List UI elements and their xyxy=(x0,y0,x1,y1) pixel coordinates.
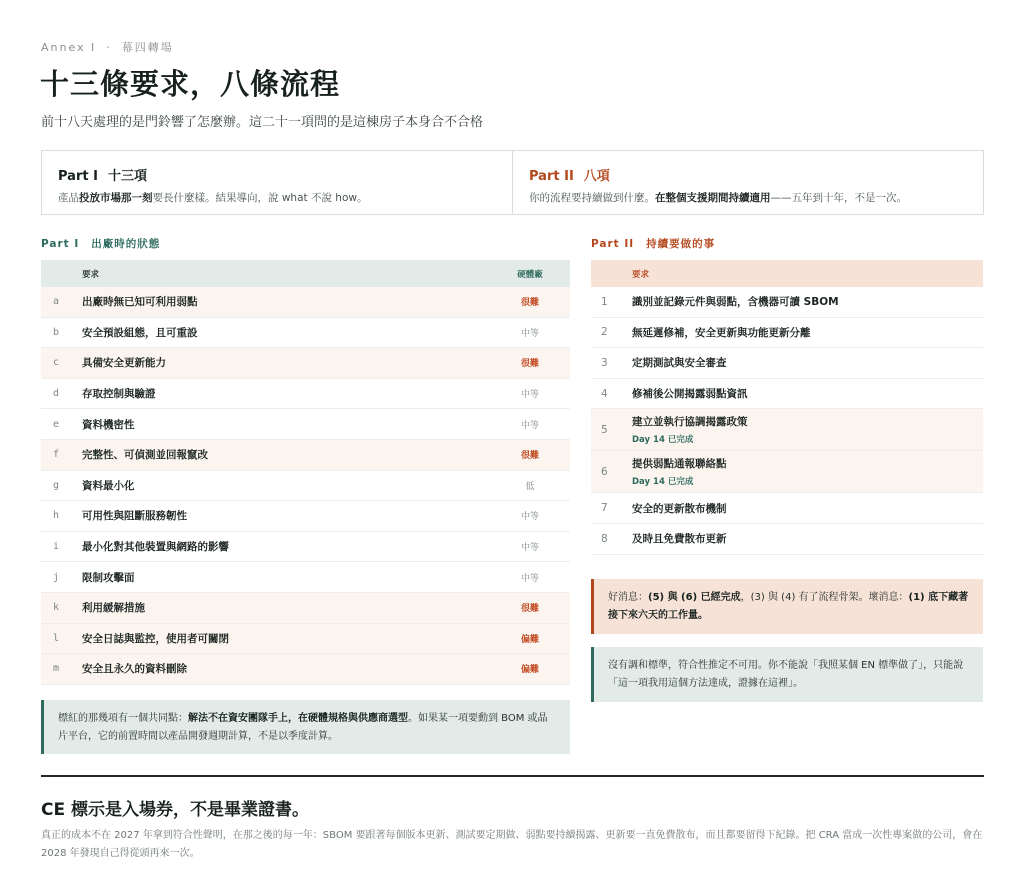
part1-table xyxy=(41,260,570,685)
part1-table-body xyxy=(41,287,570,685)
table-row xyxy=(41,501,570,532)
part1-desc-bold: 投放市場那一刻 xyxy=(79,192,153,204)
part2-desc-post: ——五年到十年，不是一次。 xyxy=(770,192,907,204)
table-row xyxy=(41,348,570,379)
hardware-note-bold: 解法不在資安團隊手上，在硬體規格與供應商選型 xyxy=(188,713,408,724)
part2-desc xyxy=(529,190,967,205)
col-header-requirement: 要求 xyxy=(632,269,650,280)
part1-label: Part I xyxy=(58,169,98,184)
row-number: 4 xyxy=(601,387,608,400)
row-letter: b xyxy=(53,326,60,338)
table-row xyxy=(41,440,570,471)
row-requirement: 具備安全更新能力 xyxy=(82,357,166,370)
table-row xyxy=(591,318,983,349)
row-difficulty: 很難 xyxy=(520,604,539,615)
row-requirement-wrap xyxy=(632,386,983,401)
part1-desc-post: 要長什麼樣。結果導向，說 what 不說 how。 xyxy=(152,192,368,204)
table-row xyxy=(41,318,570,349)
table-row xyxy=(591,409,983,451)
row-number: 1 xyxy=(601,295,608,308)
row-requirement-wrap xyxy=(632,531,983,546)
row-letter: m xyxy=(53,663,60,675)
part2-section-label-b: 持續要做的事 xyxy=(646,238,716,250)
row-number: 6 xyxy=(601,465,608,478)
hardware-note-post: 。如果某一項要動到 BOM 或晶片平台，它的前置時間以產品開發週期計算，不是以季度計算。 xyxy=(58,713,548,742)
hardware-note-pre: 標紅的那幾項有一個共同點： xyxy=(58,713,188,724)
row-requirement: 及時且免費散布更新 xyxy=(632,533,727,546)
row-difficulty: 中等 xyxy=(520,390,539,401)
part2-table-body xyxy=(591,287,983,555)
row-requirement-wrap xyxy=(632,501,983,516)
row-requirement: 建立並執行協調揭露政策 xyxy=(632,416,748,429)
table-row xyxy=(591,451,983,493)
part1-table-header xyxy=(41,260,570,287)
row-requirement: 存取控制與驗證 xyxy=(82,388,156,401)
row-requirement: 可用性與阻斷服務韌性 xyxy=(82,510,187,523)
row-requirement: 識別並記錄元件與弱點，含機器可讀 SBOM xyxy=(632,296,839,309)
row-requirement: 提供弱點通報聯絡點 xyxy=(632,458,727,471)
row-letter: h xyxy=(53,510,60,522)
row-requirement: 安全的更新散布機制 xyxy=(632,502,727,515)
standards-note: 沒有調和標準，符合性推定不可用。你不能說「我照某個 EN 標準做了」，只能說「這一項我用這個方法達成，證據在這裡」。 xyxy=(591,647,983,702)
row-requirement-wrap xyxy=(632,456,983,487)
part2-summary xyxy=(512,151,983,214)
row-requirement: 安全預設組態，且可重設 xyxy=(82,326,198,339)
table-row xyxy=(591,287,983,318)
table-row xyxy=(41,287,570,318)
progress-note-4: (1) 底下藏著接下來六天的工作量。 xyxy=(608,592,969,621)
table-row xyxy=(41,624,570,655)
row-requirement: 安全且永久的資料刪除 xyxy=(82,663,187,676)
part1-title xyxy=(58,165,496,184)
row-letter: k xyxy=(53,602,60,614)
part2-title xyxy=(529,165,967,184)
row-requirement: 限制攻擊面 xyxy=(82,571,135,584)
row-letter: d xyxy=(53,388,60,400)
table-row xyxy=(591,348,983,379)
row-requirement: 資料機密性 xyxy=(82,418,135,431)
part2-label: Part II xyxy=(529,169,574,184)
part1-section-label xyxy=(41,236,160,251)
part1-section-label-a: Part I xyxy=(41,238,80,250)
row-difficulty: 很難 xyxy=(520,298,539,309)
row-letter: l xyxy=(53,632,60,644)
progress-note xyxy=(591,579,983,634)
footer-text: 真正的成本不在 2027 年拿到符合性聲明，在那之後的每一年：SBOM 要跟著每個版本更新、測試要定期做、弱點要持續揭露、更新要一直免費散布，而且都要留得下紀錄。把 CRA 當成一次性專案做的公司，會在 2028 年發現自己得從頭再來一次。 xyxy=(41,830,983,859)
table-row xyxy=(41,532,570,563)
page-subtitle: 前十八天處理的是門鈴響了怎麼辦。這二十一項問的是這棟房子本身合不合格 xyxy=(41,115,484,130)
footer-title: CE 標示是入場券，不是畢業證書。 xyxy=(41,800,310,820)
row-requirement-wrap xyxy=(632,355,983,370)
part1-section-label-b: 出廠時的狀態 xyxy=(91,238,161,250)
row-requirement: 定期測試與安全審查 xyxy=(632,357,727,370)
table-row xyxy=(41,562,570,593)
row-letter: e xyxy=(53,418,60,430)
col-header-difficulty: 硬體廠 xyxy=(517,269,543,280)
row-difficulty: 低 xyxy=(525,481,535,492)
row-requirement-wrap xyxy=(632,325,983,340)
part2-table xyxy=(591,260,983,555)
row-number: 8 xyxy=(601,532,608,545)
table-row xyxy=(41,409,570,440)
row-status: Day 14 已完成 xyxy=(632,477,694,488)
table-row xyxy=(41,593,570,624)
part2-section-label-a: Part II xyxy=(591,238,635,250)
part2-desc-bold: 在整個支援期間持續適用 xyxy=(655,192,771,204)
part2-table-header xyxy=(591,260,983,287)
part1-count: 十三項 xyxy=(107,169,147,184)
row-letter: f xyxy=(53,449,60,461)
progress-note-2: (5) 與 (6) 已經完成 xyxy=(648,592,741,603)
breadcrumb xyxy=(41,39,174,55)
row-difficulty: 偏難 xyxy=(520,634,539,645)
parts-summary xyxy=(41,150,984,215)
row-difficulty: 中等 xyxy=(520,328,539,339)
row-number: 5 xyxy=(601,423,608,436)
progress-note-3: ，(3) 與 (4) 有了流程骨架。壞消息： xyxy=(740,592,909,603)
table-row xyxy=(41,379,570,410)
page-title: 十三條要求，八條流程 xyxy=(40,67,341,101)
row-requirement: 資料最小化 xyxy=(82,479,135,492)
row-letter: i xyxy=(53,541,60,553)
row-difficulty: 中等 xyxy=(520,543,539,554)
table-row xyxy=(591,524,983,555)
row-letter: j xyxy=(53,571,60,583)
row-number: 3 xyxy=(601,356,608,369)
row-requirement: 無延遲修補，安全更新與功能更新分離 xyxy=(632,326,811,339)
divider xyxy=(41,775,984,777)
table-row xyxy=(591,379,983,410)
row-letter: g xyxy=(53,479,60,491)
row-requirement-wrap xyxy=(632,294,983,309)
row-requirement: 安全日誌與監控，使用者可關閉 xyxy=(82,632,229,645)
part1-summary xyxy=(42,151,512,214)
part1-desc-pre: 產品 xyxy=(58,192,79,204)
table-row xyxy=(41,471,570,502)
annex-label: Annex I xyxy=(41,41,97,54)
row-difficulty: 很難 xyxy=(520,451,539,462)
part2-section-label xyxy=(591,236,715,251)
part1-desc xyxy=(58,190,496,205)
row-requirement: 完整性、可偵測並回報竄改 xyxy=(82,449,208,462)
row-requirement: 修補後公開揭露弱點資訊 xyxy=(632,388,748,401)
hardware-note xyxy=(41,700,570,754)
row-number: 7 xyxy=(601,502,608,515)
table-row xyxy=(591,493,983,524)
col-header-requirement: 要求 xyxy=(82,269,100,280)
row-difficulty: 中等 xyxy=(520,573,539,584)
row-difficulty: 中等 xyxy=(520,420,539,431)
row-difficulty: 中等 xyxy=(520,512,539,523)
progress-note-1: 好消息： xyxy=(608,592,648,603)
row-requirement: 利用緩解措施 xyxy=(82,602,145,615)
row-difficulty: 偏難 xyxy=(520,665,539,676)
row-status: Day 14 已完成 xyxy=(632,435,694,446)
row-difficulty: 很難 xyxy=(520,359,539,370)
part2-count: 八項 xyxy=(583,169,610,184)
row-requirement-wrap xyxy=(632,414,983,445)
table-row xyxy=(41,654,570,685)
row-letter: c xyxy=(53,357,60,369)
row-requirement: 出廠時無已知可利用弱點 xyxy=(82,296,198,309)
part2-desc-pre: 你的流程要持續做到什麼。 xyxy=(529,192,655,204)
act-label: 幕四轉場 xyxy=(121,41,174,54)
row-requirement: 最小化對其他裝置與網路的影響 xyxy=(82,541,229,554)
row-number: 2 xyxy=(601,326,608,339)
row-letter: a xyxy=(53,296,60,308)
separator-dot: · xyxy=(106,41,112,54)
